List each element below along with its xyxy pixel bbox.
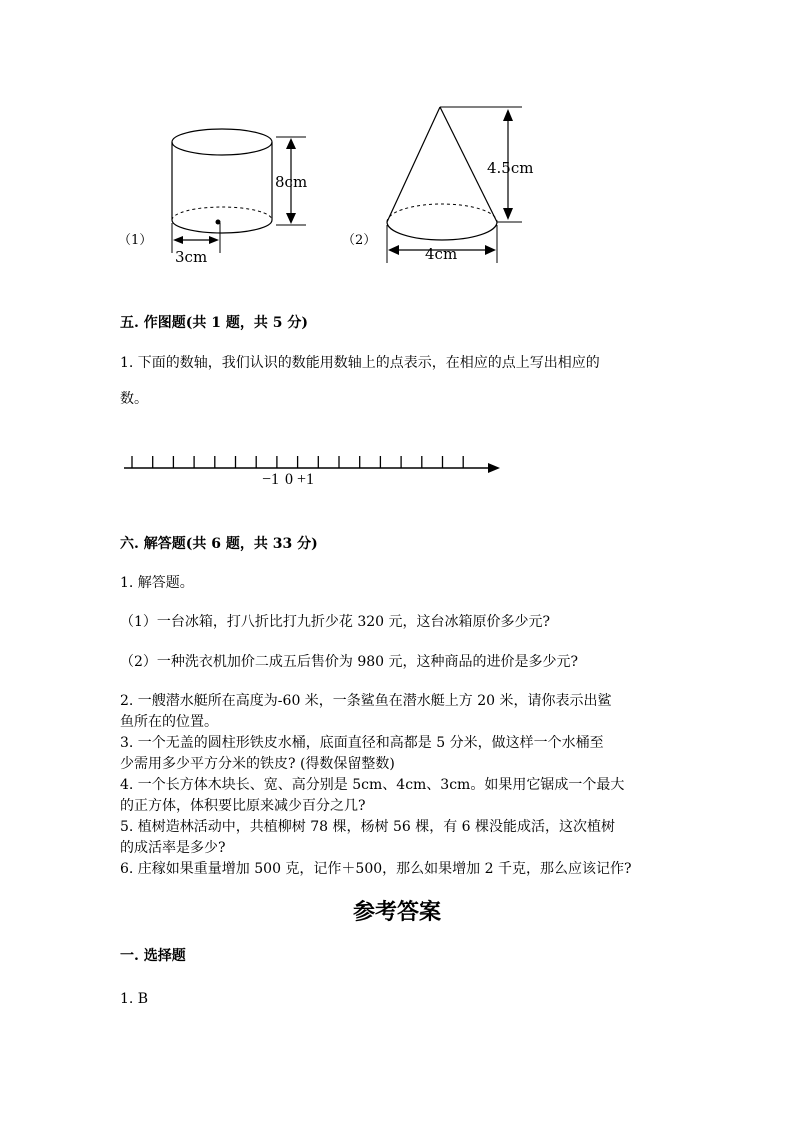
section6-q6: 6. 庄稼如果重量增加 500 克，记作＋500，那么如果增加 2 千克，那么应该记作? — [120, 861, 632, 877]
number-line-arrow — [488, 463, 500, 473]
cylinder-height-label: 8cm — [275, 173, 308, 191]
cone-diameter-label: 4cm — [425, 245, 458, 263]
number-line — [120, 450, 510, 495]
cone-base-front — [387, 222, 497, 240]
cone-height-label: 4.5cm — [487, 159, 534, 177]
section6-q1-a: （1）一台冰箱，打八折比打九折少花 320 元，这台冰箱原价多少元? — [120, 614, 551, 630]
answers-a1: 1. B — [120, 991, 149, 1007]
section6-q2-line2: 鱼所在的位置。 — [120, 714, 218, 730]
cylinder-top — [172, 129, 272, 155]
cone-base-back — [387, 204, 497, 222]
section5-q1-line2: 数。 — [120, 391, 148, 407]
label-neg1: −1 — [262, 471, 280, 488]
section6-q3-line1: 3. 一个无盖的圆柱形铁皮水桶，底面直径和高都是 5 分米，做这样一个水桶至 — [120, 735, 604, 751]
section6-q5-line1: 5. 植树造林活动中，共植柳树 78 棵，杨树 56 棵，有 6 棵没能成活，这次植树 — [120, 819, 616, 835]
section6-q4-line1: 4. 一个长方体木块长、宽、高分别是 5cm、4cm、3cm。如果用它锯成一个最大 — [120, 777, 625, 793]
section6-q1-b: （2）一种洗衣机加价二成五后售价为 980 元，这种商品的进价是多少元? — [120, 654, 579, 670]
number-line-ticks — [132, 456, 463, 468]
cylinder-base-front — [172, 220, 272, 233]
cylinder-radius-label: 3cm — [175, 248, 208, 266]
section5-heading: 五. 作图题(共 1 题，共 5 分) — [120, 315, 308, 331]
section6-q1: 1. 解答题。 — [120, 575, 194, 591]
section6-q3-line2: 少需用多少平方分米的铁皮? (得数保留整数) — [120, 756, 395, 772]
section6-heading: 六. 解答题(共 6 题，共 33 分) — [120, 536, 318, 552]
section6-q4-line2: 的正方体，体积要比原来减少百分之几? — [120, 798, 366, 814]
section6-q2-line1: 2. 一艘潜水艇所在高度为-60 米，一条鲨鱼在潜水艇上方 20 米，请你表示出鲨 — [120, 693, 612, 709]
section6-q5-line2: 的成活率是多少? — [120, 840, 226, 856]
cylinder-base-back — [172, 207, 272, 220]
number-line-labels — [262, 470, 314, 490]
label-pos1: +1 — [297, 471, 315, 488]
label-zero: 0 — [285, 471, 294, 488]
cylinder-label: （1） — [118, 233, 153, 248]
cone-label: （2） — [342, 233, 377, 248]
answers-title: 参考答案 — [352, 899, 441, 925]
section5-q1-line1: 1. 下面的数轴，我们认识的数能用数轴上的点表示，在相应的点上写出相应的 — [120, 355, 600, 371]
answers-section1: 一. 选择题 — [120, 948, 186, 964]
